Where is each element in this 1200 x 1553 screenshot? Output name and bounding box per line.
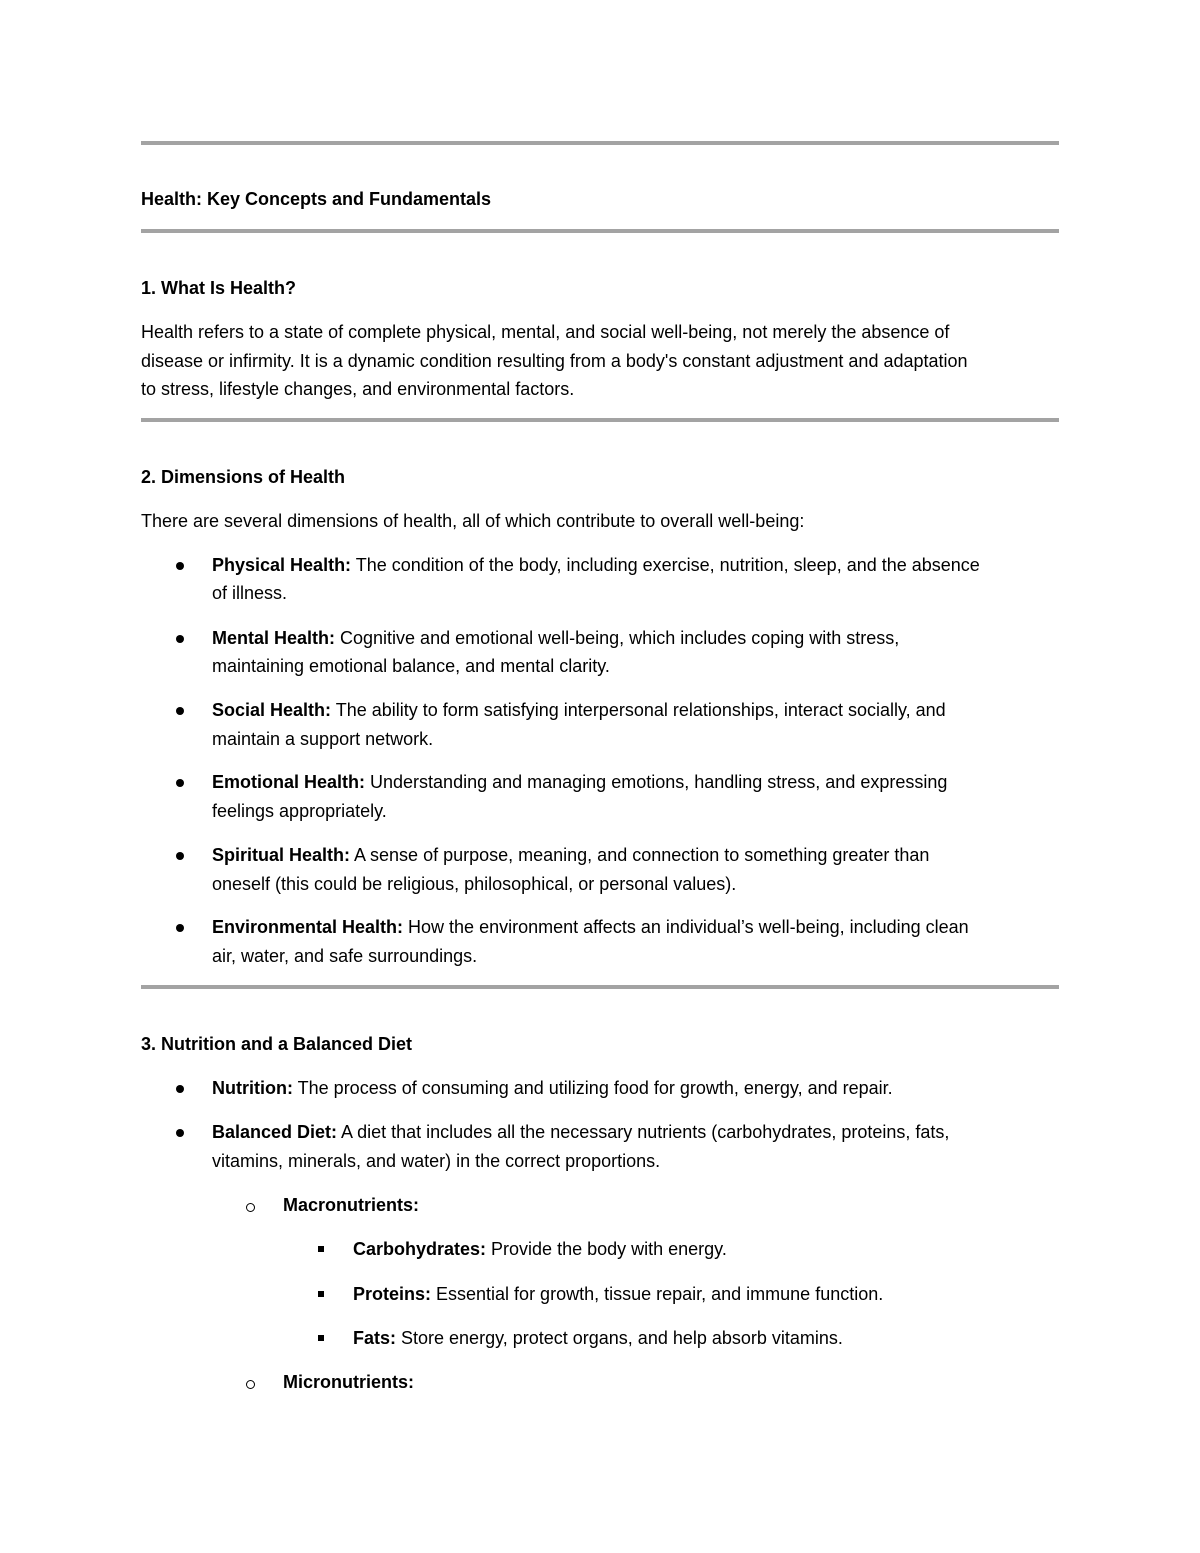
item-text: Store energy, protect organs, and help absorb vitamins. (396, 1328, 843, 1348)
paragraph-line: to stress, lifestyle changes, and environmental factors. (141, 379, 575, 399)
item-text: Understanding and managing emotions, handling stress, and expressing (365, 772, 948, 792)
horizontal-rule (141, 229, 1059, 233)
sub-sub-item-fats (353, 1324, 843, 1352)
item-term: Proteins: (353, 1284, 432, 1304)
list-item-emotional-health (212, 768, 947, 796)
list-item-continuation: oneself (this could be religious, philosophical, or personal values). (212, 874, 737, 894)
item-text: The ability to form satisfying interpersonal relationships, interact socially, and (331, 700, 946, 720)
bullet-icon (176, 562, 184, 570)
document-title: Health: Key Concepts and Fundamentals (141, 189, 492, 209)
horizontal-rule (141, 141, 1059, 145)
square-bullet-icon (318, 1246, 324, 1252)
bullet-icon (176, 1129, 184, 1137)
item-term: Carbohydrates: (353, 1239, 487, 1259)
section-heading-nutrition: 3. Nutrition and a Balanced Diet (141, 1034, 413, 1054)
item-text: The process of consuming and utilizing food for growth, energy, and repair. (292, 1078, 893, 1098)
item-text: The condition of the body, including exercise, nutrition, sleep, and the absence (351, 555, 980, 575)
list-item-continuation: vitamins, minerals, and water) in the correct proportions. (212, 1151, 661, 1171)
sub-item-macronutrients: Macronutrients: (283, 1195, 420, 1215)
paragraph-line: disease or infirmity. It is a dynamic condition resulting from a body's constant adjustment and adaptation (141, 351, 968, 371)
bullet-icon (176, 924, 184, 932)
sub-sub-item-proteins (353, 1280, 883, 1308)
item-text: A diet that includes all the necessary nutrients (carbohydrates, proteins, fats, (337, 1122, 950, 1142)
list-item-continuation: feelings appropriately. (212, 801, 387, 821)
item-term: Nutrition: (212, 1078, 293, 1098)
square-bullet-icon (318, 1335, 324, 1341)
item-text: Essential for growth, tissue repair, and immune function. (431, 1284, 884, 1304)
item-term: Emotional Health: (212, 772, 366, 792)
list-item-continuation: maintaining emotional balance, and mental clarity. (212, 656, 610, 676)
item-term: Mental Health: (212, 628, 336, 648)
list-item-spiritual-health (212, 841, 929, 869)
sub-sub-item-carbohydrates (353, 1235, 727, 1263)
bullet-icon (176, 635, 184, 643)
item-term: Social Health: (212, 700, 332, 720)
list-item-mental-health (212, 624, 899, 652)
item-text: Provide the body with energy. (486, 1239, 727, 1259)
section-heading-dimensions: 2. Dimensions of Health (141, 467, 346, 487)
list-item-continuation: maintain a support network. (212, 729, 434, 749)
list-item-social-health (212, 696, 946, 724)
section-intro: There are several dimensions of health, all of which contribute to overall well-being: (141, 511, 805, 531)
list-item-physical-health (212, 551, 980, 579)
list-item-continuation: of illness. (212, 583, 288, 603)
item-text: A sense of purpose, meaning, and connection to something greater than (350, 845, 930, 865)
list-item-balanced-diet (212, 1118, 949, 1146)
paragraph-line: Health refers to a state of complete physical, mental, and social well-being, not merely the absence of (141, 322, 950, 342)
bullet-icon (176, 707, 184, 715)
bullet-icon (176, 1085, 184, 1093)
item-term: Fats: (353, 1328, 397, 1348)
item-term: Physical Health: (212, 555, 352, 575)
sub-item-micronutrients: Micronutrients: (283, 1372, 415, 1392)
horizontal-rule (141, 985, 1059, 989)
bullet-icon (176, 852, 184, 860)
item-text: Cognitive and emotional well-being, which includes coping with stress, (335, 628, 900, 648)
item-term: Environmental Health: (212, 917, 404, 937)
item-text: How the environment affects an individual’s well-being, including clean (403, 917, 969, 937)
bullet-icon (176, 779, 184, 787)
circle-bullet-icon (246, 1380, 255, 1389)
circle-bullet-icon (246, 1203, 255, 1212)
section-heading-what-is-health: 1. What Is Health? (141, 278, 297, 298)
list-item-nutrition (212, 1074, 893, 1102)
list-item-continuation: air, water, and safe surroundings. (212, 946, 478, 966)
item-term: Spiritual Health: (212, 845, 351, 865)
horizontal-rule (141, 418, 1059, 422)
item-term: Balanced Diet: (212, 1122, 338, 1142)
list-item-environmental-health (212, 913, 969, 941)
square-bullet-icon (318, 1291, 324, 1297)
